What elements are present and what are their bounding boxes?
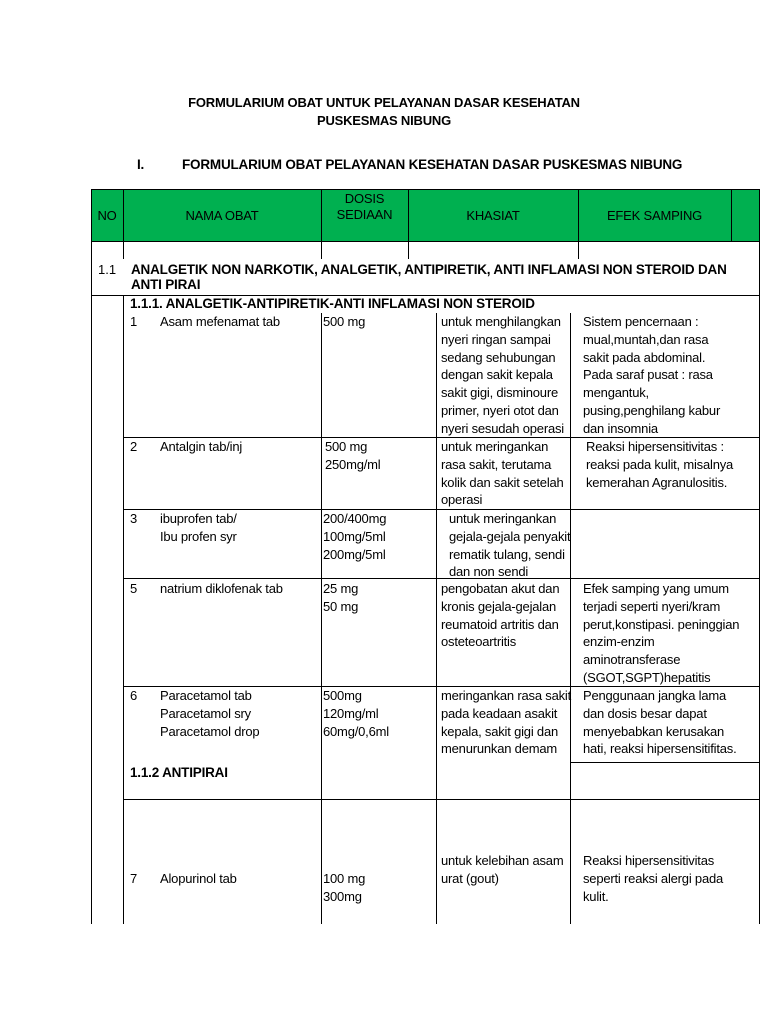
drug-name: Paracetamol tab Paracetamol sry Paracetamol drop bbox=[160, 688, 260, 739]
drug-efficacy: untuk meringankan gejala-gejala penyakit rematik tulang, sendi dan non sendi bbox=[449, 511, 571, 580]
drug-efficacy: untuk meringankan rasa sakit, terutama kolik dan sakit setelah operasi bbox=[441, 439, 564, 508]
section-number: I. bbox=[137, 157, 145, 172]
drug-name: Asam mefenamat tab bbox=[160, 314, 280, 329]
drug-side-effects: Sistem pencernaan : mual,muntah,dan rasa sakit pada abdominal. Pada saraf pusat : rasa mengantuk, pusing,penghilang kabur dan insomnia bbox=[583, 314, 721, 436]
subcategory-title: 1.1.1. ANALGETIK-ANTIPIRETIK-ANTI INFLAMASI NON STEROID bbox=[130, 296, 535, 311]
header-khasiat: KHASIAT bbox=[466, 208, 520, 223]
drug-name: Alopurinol tab bbox=[160, 871, 237, 886]
category-number: 1.1 bbox=[98, 262, 117, 277]
drug-side-effects: Reaksi hipersensitivitas : reaksi pada kulit, misalnya kemerahan Agranulositis. bbox=[586, 439, 734, 490]
category-title: ANALGETIK NON NARKOTIK, ANALGETIK, ANTIPIRETIK, ANTI INFLAMASI NON STEROID DAN ANTI PIRAI bbox=[131, 262, 727, 292]
drug-dosage: 500mg 120mg/ml 60mg/0,6ml bbox=[323, 688, 389, 739]
row-number: 1 bbox=[130, 314, 138, 329]
header-no: NO bbox=[97, 208, 117, 223]
row-number: 6 bbox=[130, 688, 138, 703]
drug-side-effects: Penggunaan jangka lama dan dosis besar dapat menyebabkan kerusakan hati, reaksi hipersensitifitas. bbox=[583, 688, 737, 757]
drug-name: ibuprofen tab/ Ibu profen syr bbox=[160, 511, 237, 544]
section-title: FORMULARIUM OBAT PELAYANAN KESEHATAN DASAR PUSKESMAS NIBUNG bbox=[182, 157, 683, 172]
header-dosis-sediaan: DOSIS SEDIAAN bbox=[336, 191, 393, 222]
drug-dosage: 200/400mg 100mg/5ml 200mg/5ml bbox=[323, 511, 387, 562]
drug-dosage: 500 mg 250mg/ml bbox=[325, 439, 381, 472]
header-nama-obat: NAMA OBAT bbox=[185, 208, 259, 223]
drug-efficacy: untuk kelebihan asam urat (gout) bbox=[441, 853, 564, 886]
drug-side-effects: Efek samping yang umum terjadi seperti nyeri/kram perut,konstipasi. peninggian enzim-enzim aminotransferase (SGOT,SGPT)hepatitis bbox=[583, 581, 740, 685]
drug-name: natrium diklofenak tab bbox=[160, 581, 283, 596]
drug-efficacy: untuk menghilangkan nyeri ringan sampai sedang sehubungan dengan sakit kepala sakit gigi, disminoure primer, nyeri otot dan nyeri sesudah operasi bbox=[441, 314, 564, 436]
drug-dosage: 500 mg bbox=[323, 314, 366, 329]
drug-efficacy: pengobatan akut dan kronis gejala-gejalan reumatoid artritis dan osteteoartritis bbox=[441, 581, 560, 650]
row-number: 3 bbox=[130, 511, 138, 526]
row-number: 2 bbox=[130, 439, 138, 454]
row-number: 7 bbox=[130, 871, 138, 886]
document-title: FORMULARIUM OBAT UNTUK PELAYANAN DASAR KESEHATAN bbox=[188, 95, 580, 110]
row-number: 5 bbox=[130, 581, 138, 596]
drug-efficacy: meringankan rasa sakit pada keadaan asakit kepala, sakit gigi dan menurunkan demam bbox=[441, 688, 571, 757]
document-subtitle: PUSKESMAS NIBUNG bbox=[316, 113, 452, 128]
header-efek-samping: EFEK SAMPING bbox=[606, 208, 703, 223]
drug-name: Antalgin tab/inj bbox=[160, 439, 243, 454]
drug-side-effects: Reaksi hipersensitivitas seperti reaksi alergi pada kulit. bbox=[583, 853, 724, 904]
drug-dosage: 100 mg 300mg bbox=[323, 871, 366, 904]
drug-dosage: 25 mg 50 mg bbox=[323, 581, 359, 614]
subcategory-title: 1.1.2 ANTIPIRAI bbox=[130, 765, 228, 780]
